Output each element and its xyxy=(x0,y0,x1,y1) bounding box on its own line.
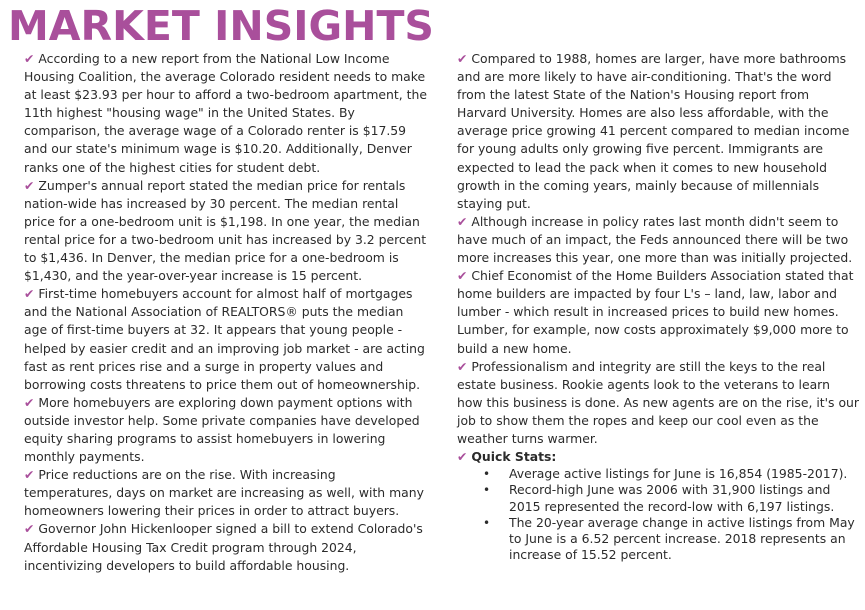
insight-item: ✔ According to a new report from the National Low Income Housing Coalition, the average Colorado resident needs to make at least $23.93 per hour to afford a two-bedroom apartment, the 11th highest "housing wage" in the United States. By comparison, the average wage of a Colorado renter is $17.59 and our state's minimum wage is $10.20. Additionally, Denver ranks one of the highest cities for student debt. xyxy=(24,51,427,175)
insight-item: ✔ More homebuyers are exploring down payment options with outside investor help. Some private companies have developed equity sharing programs to assist homebuyers in lowering monthly payments. xyxy=(24,394,420,465)
insight-item: ✔ Chief Economist of the Home Builders Association stated that home builders are impacted by four L's – land, law, labor and lumber - which result in increased prices to build new homes. Lumber, for example, now costs approximately $9,000 more to build a new home. xyxy=(457,268,854,356)
list-item: • The 20-year average change in active listings from May to June is a 6.52 percent increase. 2018 represents an increase of 15.52 percent. xyxy=(483,514,855,563)
check-icon: ✔ xyxy=(457,213,468,229)
check-icon: ✔ xyxy=(457,268,468,284)
quick-stats-heading: ✔ Quick Stats: xyxy=(457,449,557,465)
check-icon: ✔ xyxy=(457,449,468,465)
check-icon: ✔ xyxy=(24,177,35,193)
insight-item: ✔ Zumper's annual report stated the median price for rentals nation-wide has increased by 30 percent. The median rental price for a one-bedroom unit is $1,198. In one year, the median rental price for a two-bedroom unit has increased by 3.2 percent to $1,436. In Denver, the median price for a one-bedroom is $1,430, and the year-over-year increase is 15 percent. xyxy=(24,177,427,284)
check-icon: ✔ xyxy=(457,358,468,374)
check-icon: ✔ xyxy=(24,51,35,66)
insight-item: ✔ Professionalism and integrity are still the keys to the real estate business. Rookie agents look to the veterans to learn how this business is done. As new agents are on the rise, it's our job to show them the ropes and keep our cool even as the weather turns warmer. xyxy=(457,358,859,446)
insight-item: ✔ Price reductions are on the rise. With increasing temperatures, days on market are increasing as well, with many homeowners lowering their prices in order to attract buyers. xyxy=(24,467,424,519)
list-item: • Record-high June was 2006 with 31,900 listings and 2015 represented the record-low with 6,197 listings. xyxy=(483,482,835,514)
bullet-icon: • xyxy=(483,467,491,482)
bullet-icon: • xyxy=(483,483,491,498)
insight-item: ✔ Compared to 1988, homes are larger, have more bathrooms and are more likely to have air-conditioning. That's the word from the latest State of the Nation's Housing report from Harvard University. Homes are also less affordable, with the average price growing 41 percent compared to median income for young adults only growing five percent. Immigrants are expected to lead the pack when it comes to new household growth in the coming years, mainly because of millennials staying put. xyxy=(457,51,850,211)
check-icon: ✔ xyxy=(24,286,35,302)
check-icon: ✔ xyxy=(24,521,35,537)
quick-stats-list xyxy=(457,466,859,563)
insight-item: ✔ Governor John Hickenlooper signed a bill to extend Colorado's Affordable Housing Tax Credit program through 2024, incentivizing developers to build affordable housing. xyxy=(24,521,423,573)
left-column xyxy=(24,50,427,575)
check-icon: ✔ xyxy=(24,394,35,410)
right-column xyxy=(457,50,859,563)
check-icon: ✔ xyxy=(24,467,35,483)
bullet-icon: • xyxy=(483,515,491,530)
insight-item: ✔ First-time homebuyers account for almost half of mortgages and the National Association of REALTORS® puts the median age of first-time buyers at 32. It appears that young people - helped by easier credit and an improving job market - are acting fast as rent prices rise and a surge in property values and borrowing costs threatens to price them out of homeownership. xyxy=(24,286,425,392)
list-item: • Average active listings for June is 16,854 (1985-2017). xyxy=(483,466,848,482)
insight-item: ✔ Although increase in policy rates last month didn't seem to have much of an impact, the Feds announced there will be two more increases this year, one more than was initially projected. xyxy=(457,213,853,266)
page-title: MARKET INSIGHTS xyxy=(8,2,434,50)
check-icon: ✔ xyxy=(457,51,468,66)
